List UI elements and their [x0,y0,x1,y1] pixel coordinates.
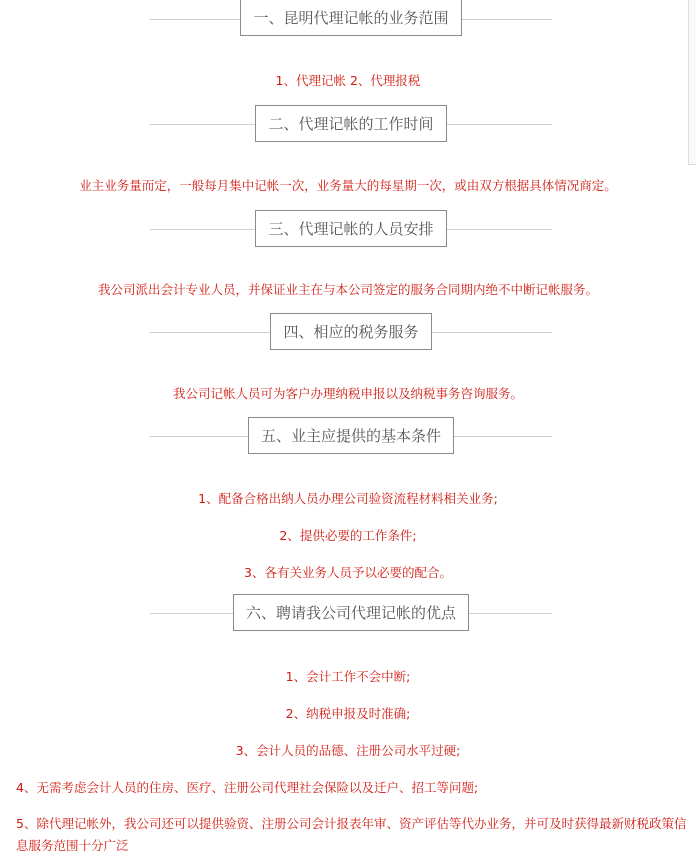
section-heading-4: 四、相应的税务服务 [270,313,431,350]
section-6-item-2: 2、纳税申报及时准确; [285,706,411,721]
section-1-item-1: 1、代理记帐 2、代理报税 [275,73,421,88]
section-2-item-1: 业主业务量而定，一般每月集中记帐一次，业务量大的每星期一次，或由双方根据具体情况商定。 [79,178,617,193]
section-heading-row [150,313,552,350]
section-heading-1: 一、昆明代理记帐的业务范围 [240,0,461,36]
section-6-item-4: 4、无需考虑会计人员的住房、医疗、注册公司代理社会保险以及迁户、招工等问题; [16,780,479,795]
section-3-item-1: 我公司派出会计专业人员，并保证业主在与本公司签定的服务合同期内绝不中断记帐服务。 [97,282,598,297]
section-heading-5: 五、业主应提供的基本条件 [248,417,454,454]
section-5-item-1: 1、配备合格出纳人员办理公司验资流程材料相关业务; [198,491,498,506]
section-heading-6: 六、聘请我公司代理记帐的优点 [233,594,469,631]
section-6-item-5: 5、除代理记帐外，我公司还可以提供验资、注册公司会计报表年审、资产评估等代办业务，并可及时获得最新财税政策信息服务范围十分广泛 [16,816,687,853]
section-5-item-2: 2、提供必要的工作条件; [279,528,417,543]
section-heading-row [150,417,552,454]
section-heading-row [150,594,552,631]
section-heading-3: 三、代理记帐的人员安排 [255,210,446,247]
section-heading-row [150,105,552,142]
section-4-item-1: 我公司记帐人员可为客户办理纳税申报以及纳税事务咨询服务。 [172,386,523,401]
section-6-item-3: 3、会计人员的品德、注册公司水平过硬; [235,743,461,758]
section-5-item-3: 3、各有关业务人员予以必要的配合。 [244,565,452,580]
section-6-item-1: 1、会计工作不会中断; [285,669,411,684]
section-heading-2: 二、代理记帐的工作时间 [255,105,446,142]
section-heading-row [150,0,552,37]
section-heading-row [150,210,552,247]
